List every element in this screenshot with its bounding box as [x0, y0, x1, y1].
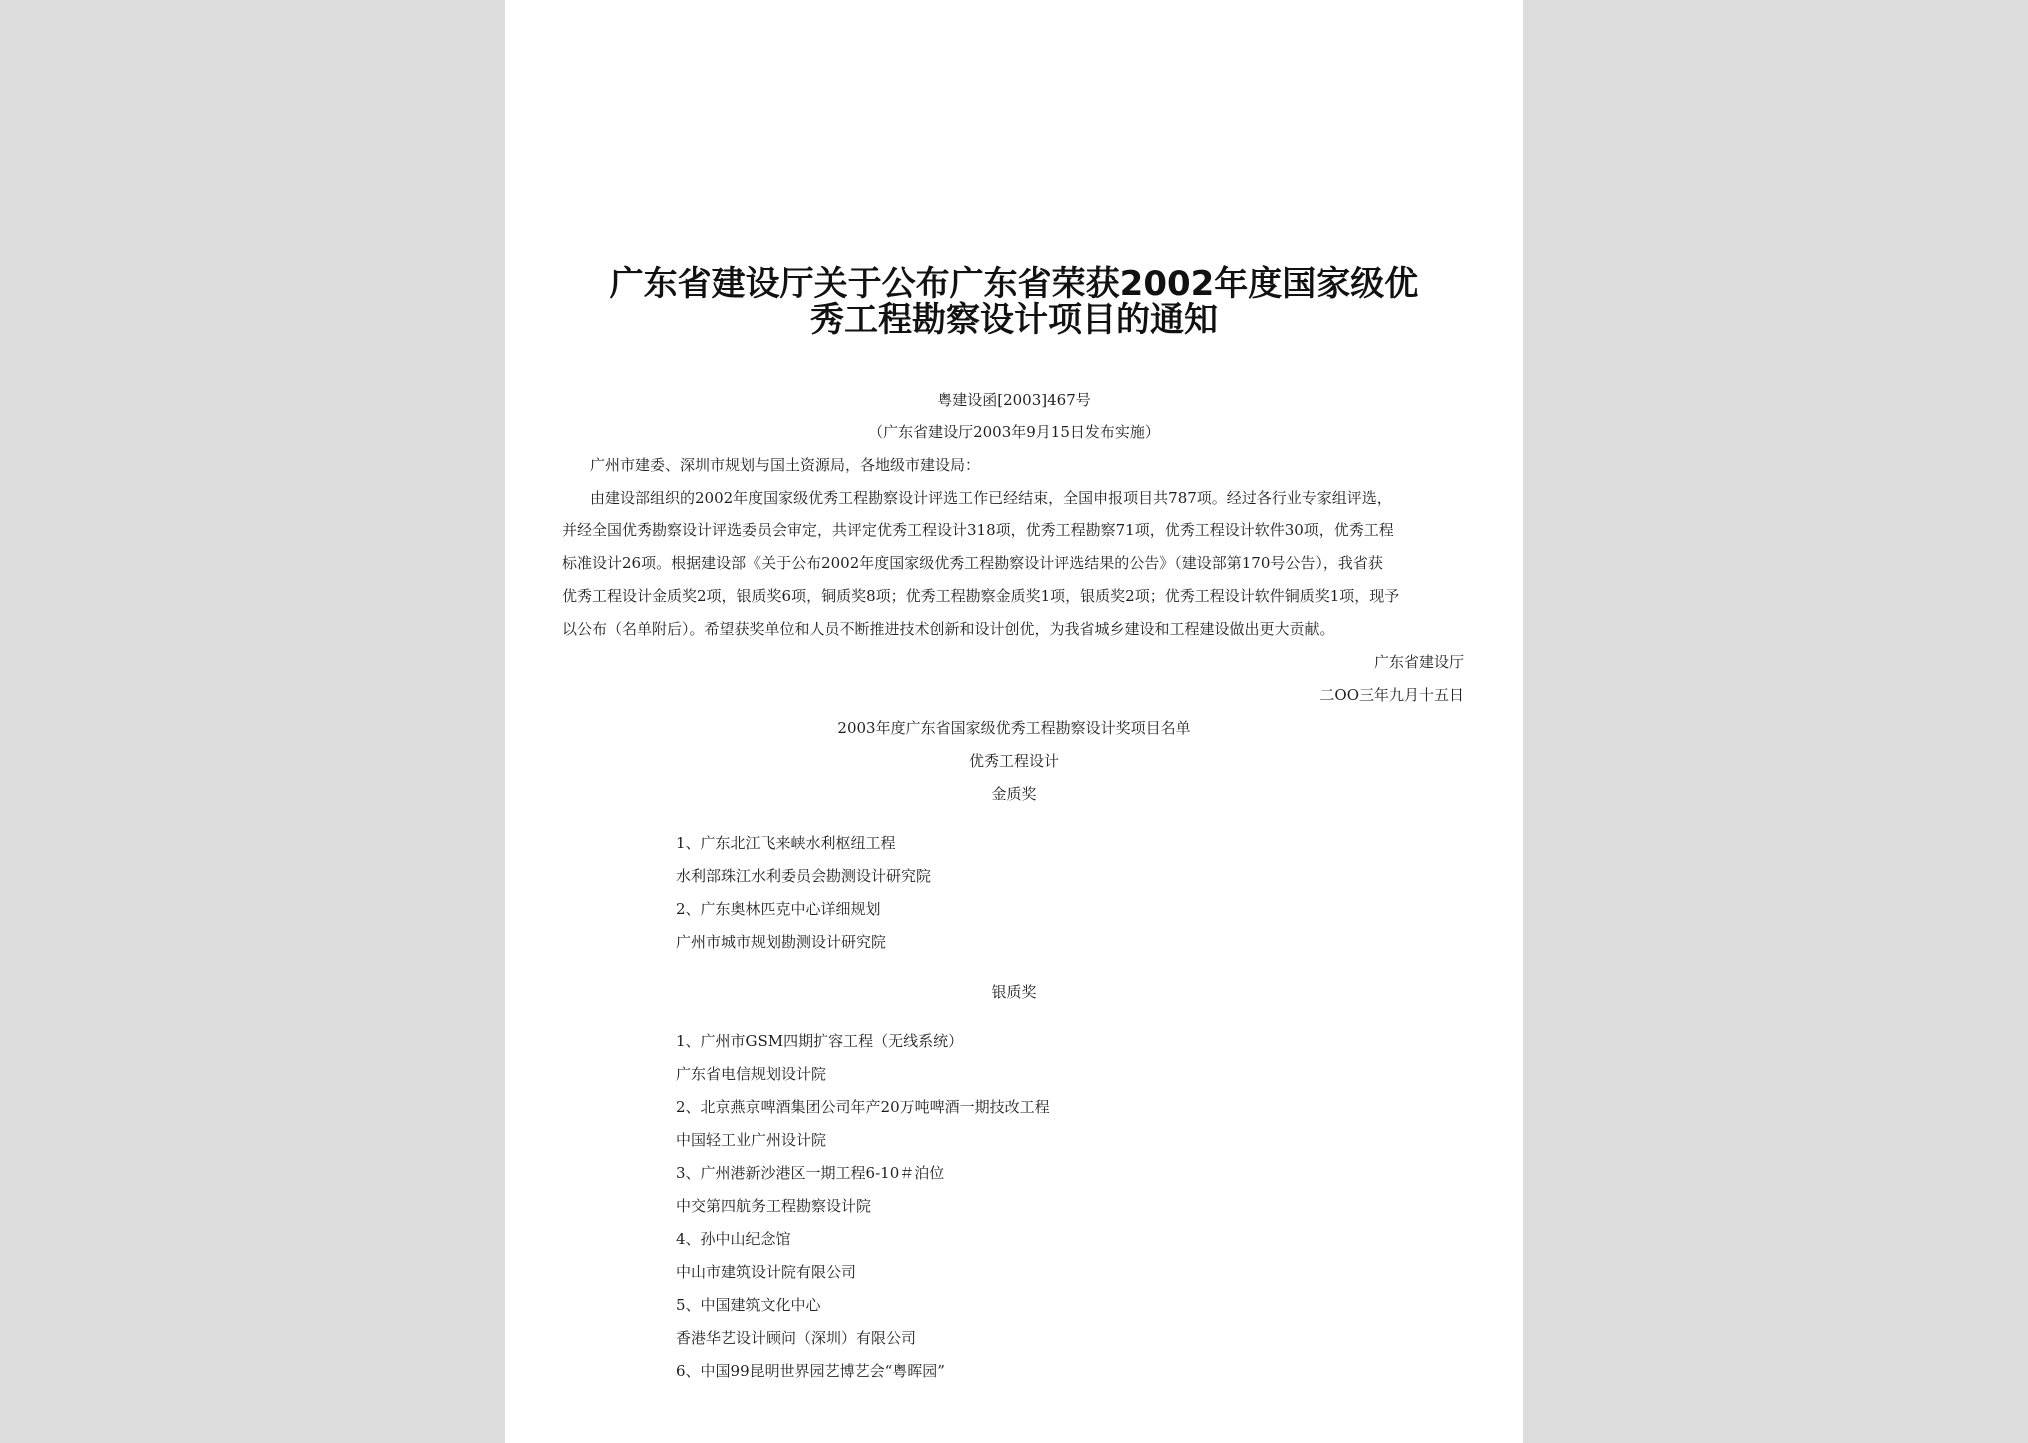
body-line-4: 优秀工程设计金质奖2项，银质奖6项，铜质奖8项；优秀工程勘察金质奖1项，银质奖2项；优秀工程设计软件铜质奖1项，现予 [562, 587, 1400, 605]
body-line-3: 标准设计26项。根据建设部《关于公布2002年度国家级优秀工程勘察设计评选结果的公告》（建设部第170号公告），我省获 [562, 554, 1383, 572]
document-title-line-1: 广东省建设厅关于公布广东省荣获2002年度国家级优 [609, 264, 1419, 304]
silver-award-heading: 银质奖 [991, 983, 1037, 1001]
document-page [505, 0, 1523, 1443]
body-line-1: 由建设部组织的2002年度国家级优秀工程勘察设计评选工作已经结束，全国申报项目共787项。经过各行业专家组评选， [590, 489, 1392, 507]
issue-date: 二OO三年九月十五日 [1319, 686, 1464, 704]
silver-item-1: 1、广州市GSM四期扩容工程（无线系统） [676, 1032, 964, 1050]
body-line-2: 并经全国优秀勘察设计评选委员会审定，共评定优秀工程设计318项，优秀工程勘察71项，优秀工程设计软件30项，优秀工程 [562, 521, 1394, 539]
document-number: 粤建设函[2003]467号 [937, 391, 1091, 409]
gold-item-2: 2、广东奥林匹克中心详细规划 [676, 900, 881, 918]
silver-item-5-org: 香港华艺设计顾问（深圳）有限公司 [676, 1329, 917, 1347]
issued-by-note: （广东省建设厅2003年9月15日发布实施） [868, 423, 1160, 441]
silver-item-6: 6、中国99昆明世界园艺博艺会“粤晖园” [676, 1362, 945, 1380]
gold-item-1: 1、广东北江飞来峡水利枢纽工程 [676, 834, 896, 852]
gold-item-1-org: 水利部珠江水利委员会勘测设计研究院 [676, 867, 932, 885]
gold-award-heading: 金质奖 [991, 785, 1037, 803]
silver-item-2: 2、北京燕京啤酒集团公司年产20万吨啤酒一期技改工程 [676, 1098, 1050, 1116]
silver-item-1-org: 广东省电信规划设计院 [676, 1065, 827, 1083]
gold-item-2-org: 广州市城市规划勘测设计研究院 [676, 933, 887, 951]
silver-item-4: 4、孙中山纪念馆 [676, 1230, 791, 1248]
list-title: 2003年度广东省国家级优秀工程勘察设计奖项目名单 [837, 719, 1191, 737]
silver-item-5: 5、中国建筑文化中心 [676, 1296, 821, 1314]
signature: 广东省建设厅 [1373, 653, 1464, 671]
silver-item-3-org: 中交第四航务工程勘察设计院 [676, 1197, 872, 1215]
silver-item-2-org: 中国轻工业广州设计院 [676, 1131, 827, 1149]
body-line-5: 以公布（名单附后）。希望获奖单位和人员不断推进技术创新和设计创优，为我省城乡建设和工程建设做出更大贡献。 [562, 620, 1335, 638]
silver-item-3: 3、广州港新沙港区一期工程6-10＃泊位 [676, 1164, 945, 1182]
section-title: 优秀工程设计 [968, 752, 1059, 770]
document-title-line-2: 秀工程勘察设计项目的通知 [810, 300, 1218, 340]
silver-item-4-org: 中山市建筑设计院有限公司 [676, 1263, 857, 1281]
addressee: 广州市建委、深圳市规划与国土资源局，各地级市建设局： [590, 456, 981, 474]
